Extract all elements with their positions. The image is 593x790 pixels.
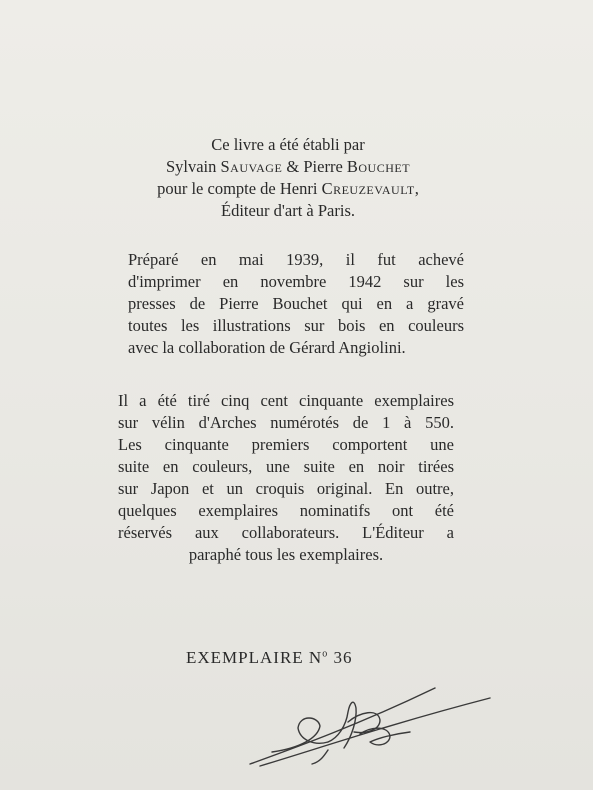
paragraph-line: Il a été tiré cinq cent cinquante exemplaires (118, 391, 454, 410)
paragraph-line: quelques exemplaires nominatifs ont été (118, 501, 454, 520)
intro-line-4: Éditeur d'art à Paris. (220, 201, 355, 220)
intro-line-2 (118, 156, 458, 178)
name-sauvage: Sauvage (220, 157, 283, 176)
paragraph-line: Préparé en mai 1939, il fut achevé (128, 250, 464, 269)
intro-text: Sylvain (165, 157, 221, 176)
name-bouchet: Bouchet (346, 157, 411, 176)
copy-label: EXEMPLAIRE N (186, 648, 323, 667)
intro-text: & Pierre (282, 157, 347, 176)
edition-paragraph (118, 390, 454, 566)
paragraph-line: Les cinquante premiers comportent une (118, 435, 454, 454)
paragraph-line: sur Japon et un croquis original. En outre, (118, 479, 454, 498)
copy-number-sup: o (322, 648, 329, 660)
paragraph-line: avec la collaboration de Gérard Angiolini. (128, 338, 406, 357)
intro-text: pour le compte de Henri (157, 179, 322, 198)
name-creuzevault: Creuzevault (321, 179, 415, 198)
intro-text: , (414, 179, 419, 198)
paragraph-line: paraphé tous les exemplaires. (188, 545, 384, 564)
signature-icon (240, 676, 495, 776)
printing-paragraph (128, 249, 464, 359)
paragraph-line: suite en couleurs, une suite en noir tirées (118, 457, 454, 476)
intro-line-1: Ce livre a été établi par (211, 135, 365, 154)
paragraph-line: toutes les illustrations sur bois en couleurs (128, 316, 464, 335)
copy-number-value: 36 (333, 648, 353, 667)
copy-number (186, 648, 352, 668)
paragraph-line: réservés aux collaborateurs. L'Éditeur a (118, 523, 454, 542)
colophon-intro (118, 134, 458, 222)
paragraph-line: d'imprimer en novembre 1942 sur les (128, 272, 464, 291)
paragraph-line: sur vélin d'Arches numérotés de 1 à 550. (118, 413, 454, 432)
paragraph-line: presses de Pierre Bouchet qui en a gravé (128, 294, 464, 313)
colophon (118, 134, 464, 564)
intro-line-3 (118, 178, 458, 200)
